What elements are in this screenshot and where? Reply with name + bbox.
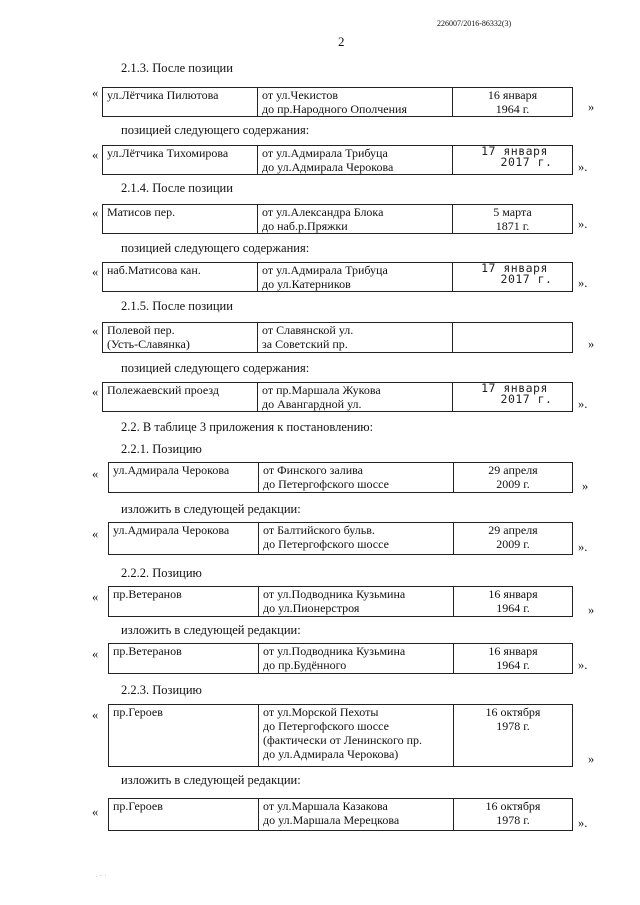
date-cell <box>453 205 573 234</box>
table-row <box>102 204 573 234</box>
cell-line: до ул.Маршала Мерецкова <box>263 813 400 827</box>
close-quote: » <box>588 752 595 766</box>
cell-line: 16 октября <box>485 705 541 719</box>
cell-line: ул.Лётчика Пилютова <box>107 88 219 102</box>
section-2-2-2: 2.2.2. Позицию <box>121 566 202 580</box>
section-2-2-1: 2.2.1. Позицию <box>121 442 202 456</box>
cell-line: ул.Лётчика Тихомирова <box>107 146 229 160</box>
street-name-cell <box>109 587 259 617</box>
open-quote: « <box>92 265 99 279</box>
open-quote: « <box>92 467 99 481</box>
close-quote: » <box>588 603 595 617</box>
close-quote: ». <box>578 217 588 231</box>
date-cell <box>453 323 573 353</box>
table-row <box>108 462 573 493</box>
open-quote: « <box>92 805 99 819</box>
date-cell <box>454 523 573 555</box>
cell-line: 2009 г. <box>496 477 530 491</box>
cell-line: до Авангардной ул. <box>262 397 362 411</box>
section-cell <box>258 383 453 412</box>
open-quote: « <box>92 206 99 220</box>
cell-line: 16 января <box>488 587 538 601</box>
close-quote: ». <box>578 276 588 290</box>
cell-line: 2017 г. <box>500 392 553 406</box>
phrase-new-edition: изложить в следующей редакции: <box>121 502 301 516</box>
cell-line: 5 марта <box>493 205 532 219</box>
cell-line: за Советский пр. <box>262 337 348 351</box>
cell-line: от пр.Маршала Жукова <box>262 383 381 397</box>
cell-line: до ул.Катерников <box>262 277 351 291</box>
street-name-cell <box>109 463 259 493</box>
cell-line: 1964 г. <box>496 601 530 615</box>
open-quote: « <box>92 385 99 399</box>
section-cell <box>259 523 454 555</box>
cell-line: от ул.Подводника Кузьмина <box>263 644 406 658</box>
cell-line: 16 января <box>487 88 538 102</box>
cell-line: до ул.Адмирала Черокова <box>262 160 394 174</box>
date-cell <box>454 799 573 831</box>
open-quote: « <box>92 324 99 338</box>
cell-line: пр.Ветеранов <box>113 644 182 658</box>
cell-line: от ул.Чекистов <box>262 88 339 102</box>
cell-line: от Балтийского бульв. <box>263 523 375 537</box>
section-2-2-3: 2.2.3. Позицию <box>121 683 202 697</box>
cell-line: до ул.Адмирала Черокова) <box>263 747 399 761</box>
cell-line: 17 января <box>481 145 548 158</box>
phrase-following-content: позицией следующего содержания: <box>121 241 310 255</box>
cell-line: 29 апреля <box>488 523 538 537</box>
date-stamp-cell <box>453 263 573 292</box>
cell-line: (Усть-Славянка) <box>107 337 190 351</box>
cell-line: ул.Адмирала Черокова <box>113 463 230 477</box>
close-quote: ». <box>578 160 588 174</box>
street-name-cell <box>103 383 258 412</box>
cell-line: от Финского залива <box>263 463 363 477</box>
cell-line: от ул.Адмирала Трибуца <box>262 263 388 277</box>
cell-line: Матисов пер. <box>107 205 176 219</box>
street-name-cell <box>109 705 259 767</box>
cell-line: до Петергофского шоссе <box>263 719 389 733</box>
section-cell <box>258 205 453 234</box>
street-name-cell <box>103 88 258 117</box>
cell-line: пр.Героев <box>113 705 163 719</box>
cell-line: от ул.Александра Блока <box>262 205 384 219</box>
close-quote: » <box>588 100 595 114</box>
open-quote: « <box>92 527 99 541</box>
section-cell <box>258 146 453 175</box>
open-quote: « <box>92 148 99 162</box>
table-row <box>108 643 573 674</box>
section-cell <box>258 88 453 117</box>
section-cell <box>259 644 454 674</box>
cell-line: пр.Ветеранов <box>113 587 182 601</box>
section-cell <box>259 463 454 493</box>
open-quote: « <box>92 708 99 722</box>
phrase-new-edition: изложить в следующей редакции: <box>121 623 301 637</box>
street-name-cell <box>103 263 258 292</box>
street-name-cell <box>103 323 258 353</box>
cell-line: 17 января <box>481 382 548 395</box>
cell-line: Полевой пер. <box>107 323 175 337</box>
cell-line: 1871 г. <box>495 219 530 233</box>
section-cell <box>258 323 453 353</box>
cell-line: до Петергофского шоссе <box>263 477 389 491</box>
date-stamp-cell <box>453 383 573 412</box>
section-2-1-4: 2.1.4. После позиции <box>121 181 233 195</box>
cell-line: 2009 г. <box>496 537 530 551</box>
phrase-new-edition: изложить в следующей редакции: <box>121 773 301 787</box>
cell-line: пр.Героев <box>113 799 163 813</box>
scan-marks: . ·· · <box>96 873 107 879</box>
date-stamp-cell <box>453 146 573 175</box>
cell-line: до Петергофского шоссе <box>263 537 389 551</box>
cell-line: (фактически от Ленинского пр. <box>263 733 422 747</box>
date-cell <box>453 88 573 117</box>
table-row <box>102 145 573 175</box>
cell-line: до пр.Народного Ополчения <box>262 102 407 116</box>
page-number: 2 <box>338 34 345 49</box>
table-row <box>108 704 573 767</box>
close-quote: » <box>588 337 595 351</box>
table-row <box>102 382 573 412</box>
table-row <box>108 586 573 617</box>
close-quote: » <box>582 479 589 493</box>
cell-line: ул.Адмирала Черокова <box>113 523 230 537</box>
document-number: 226007/2016-86332(3) <box>437 19 512 28</box>
cell-line: от ул.Маршала Казакова <box>263 799 388 813</box>
table-row <box>102 87 573 117</box>
cell-line: до наб.р.Пряжки <box>262 219 348 233</box>
cell-line: 17 января <box>481 262 548 275</box>
section-2-2: 2.2. В таблице 3 приложения к постановлению: <box>121 420 374 434</box>
cell-line: 2017 г. <box>500 155 553 169</box>
cell-line: от ул.Подводника Кузьмина <box>263 587 406 601</box>
cell-line: от Славянской ул. <box>262 323 354 337</box>
street-name-cell <box>109 523 259 555</box>
table-row <box>102 322 573 353</box>
section-2-1-3: 2.1.3. После позиции <box>121 61 233 75</box>
cell-line: 1978 г. <box>496 719 530 733</box>
cell-line: от ул.Морской Пехоты <box>263 705 379 719</box>
cell-line: 1978 г. <box>496 813 530 827</box>
phrase-following-content: позицией следующего содержания: <box>121 123 310 137</box>
cell-line: от ул.Адмирала Трибуца <box>262 146 388 160</box>
section-2-1-5: 2.1.5. После позиции <box>121 299 233 313</box>
cell-line: до ул.Пионерстроя <box>263 601 360 615</box>
phrase-following-content: позицией следующего содержания: <box>121 361 310 375</box>
section-cell <box>259 705 454 767</box>
street-name-cell <box>109 644 259 674</box>
cell-line: Полежаевский проезд <box>107 383 220 397</box>
section-cell <box>258 263 453 292</box>
table-row <box>102 262 573 292</box>
cell-line: до пр.Будённого <box>263 658 347 672</box>
cell-line: 29 апреля <box>488 463 538 477</box>
close-quote: ». <box>578 816 588 830</box>
cell-line: наб.Матисова кан. <box>107 263 201 277</box>
section-cell <box>259 587 454 617</box>
date-cell <box>454 705 573 767</box>
date-cell <box>454 463 573 493</box>
date-cell <box>454 644 573 674</box>
open-quote: « <box>92 647 99 661</box>
close-quote: ». <box>578 658 588 672</box>
close-quote: ». <box>578 540 588 554</box>
cell-line: 16 января <box>488 644 538 658</box>
open-quote: « <box>92 86 99 100</box>
table-row <box>108 522 573 555</box>
section-cell <box>259 799 454 831</box>
close-quote: ». <box>578 397 588 411</box>
cell-line: 16 октября <box>485 799 541 813</box>
cell-line: 1964 г. <box>496 658 530 672</box>
open-quote: « <box>92 590 99 604</box>
table-row <box>108 798 573 831</box>
street-name-cell <box>103 205 258 234</box>
date-cell <box>454 587 573 617</box>
cell-line: 2017 г. <box>500 272 553 286</box>
cell-line: 1964 г. <box>495 102 530 116</box>
street-name-cell <box>103 146 258 175</box>
street-name-cell <box>109 799 259 831</box>
